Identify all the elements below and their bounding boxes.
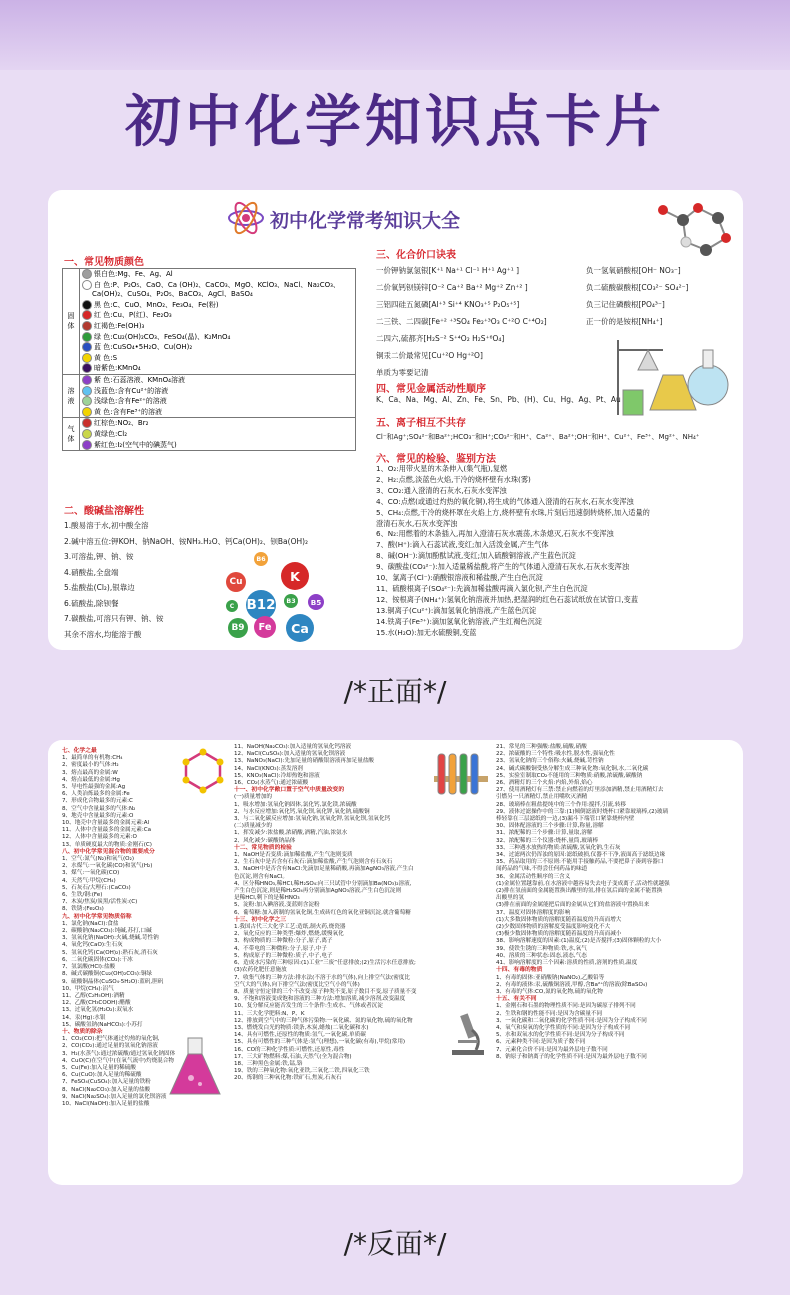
back-section-title: 十三、初中化学之三: [234, 916, 287, 923]
color-item: [82, 396, 353, 407]
back-item: 16、CO₂(水蒸气):通过浓硫酸: [234, 780, 309, 787]
back-item: 1、吸水增加:氢氧化钠固体,氯化钙,氯化镁,浓硫酸: [234, 801, 357, 808]
test-tubes-icon: [432, 748, 490, 800]
benzene-icon: [180, 748, 226, 794]
gas-colors: [80, 418, 356, 451]
back-item: 13、NaNO₃(NaCl):先加足量的硝酸银溶液再加足量盐酸: [234, 758, 374, 765]
back-item: 5、淀粉:加入碘溶液,变蓝则含淀粉: [234, 902, 320, 909]
back-item: 9、地壳中含量最多的元素:O: [62, 812, 134, 819]
front-heading: 初中化学常考知识大全: [270, 210, 461, 232]
back-item: 11、乙醇(C₂H₅OH):酒精: [62, 992, 125, 999]
back-item: 10、NaCl(NaOH):加入足量的盐酸: [62, 1100, 150, 1107]
back-item: 7、木炭/焦炭/炭黑/活性炭:(C): [62, 899, 138, 906]
valence-item: 二价氧钙钡镁锌[O⁻² Ca⁺² Ba⁺² Mg⁺² Zn⁺² ]: [376, 283, 528, 292]
valence-right: [586, 262, 736, 330]
back-item: 9、NaCl(Na₂SO₄):加入足量的氯化钡溶液: [62, 1093, 167, 1100]
back-item: 37、温度对固体溶解度的影响: [496, 909, 571, 916]
back-item: 4、区分稀HNO₃,稀HCl,稀H₂SO₄:向三只试管中分别滴加Ba(NO₃)₂溶液,: [234, 880, 412, 887]
color-item: [82, 321, 353, 332]
solubility-item: 4.硝酸盐,全盘端: [64, 567, 119, 577]
color-item-text: 黄绿色:Cl₂: [94, 429, 127, 438]
valence-item: 负二硫酸碳酸根[CO₃²⁻ SO₄²⁻]: [586, 283, 689, 292]
color-swatch: [82, 342, 92, 352]
page-title: 初中化学知识点卡片: [125, 90, 665, 155]
valence-item: 三铝四硅五氮磷[Al⁺³ Si⁺⁴ KNO₃⁺⁵ P₂O₅⁺⁵]: [376, 300, 520, 309]
back-item: 7、FeSO₄(CuSO₄):加入足量的铁粉: [62, 1079, 151, 1086]
color-item-text: 紫 色:石蕊溶液、KMnO₄溶液: [94, 375, 185, 384]
solubility-item: 5.盐酸盐(Cl₂),银靠边: [64, 583, 135, 592]
color-item: [82, 342, 353, 353]
back-item: 1、CO₂(CO):把气体通过灼热的氧化铜,: [62, 1036, 160, 1043]
gas-label: 气体: [63, 418, 80, 451]
color-item: [82, 429, 353, 440]
back-item: 16、CO的三种化学性质:可燃性,还原性,毒性: [234, 1046, 345, 1053]
back-item: 9、硫酸铜晶体(CuSO₄·5H₂O):蓝矾,胆矾: [62, 978, 164, 985]
color-item-text: 红褐色:Fe(OH)₃: [94, 321, 145, 330]
color-item: [82, 332, 353, 343]
back-card: [48, 740, 743, 1185]
test-item: 2、H₂:点燃,淡蓝色火焰,干冷的烧杯壁有水珠(雾): [376, 474, 531, 484]
back-item: 5、构成原子的三种微粒:质子,中子,电子: [234, 952, 333, 959]
back-item: 14、NaCl(KNO₃):蒸发溶剂: [234, 765, 303, 772]
back-item: 15、具有可燃性的三种气体是:氢气(理想),一氧化碳(有毒),甲烷(常用): [234, 1039, 406, 1046]
atom-icon: [226, 198, 266, 238]
color-swatch: [82, 429, 92, 439]
back-item: 4、不带电的三种微粒:分子,原子,中子: [234, 945, 327, 952]
back-item: 1、NaOH是否变质:滴加稀盐酸,产生气泡则变质: [234, 852, 353, 859]
back-item: 13、过氧化氢(H₂O₂):双氧水: [62, 1007, 134, 1014]
section-solubility-title: 二、酸碱盐溶解性: [64, 506, 144, 517]
test-item: 10、氯离子(Cl⁻):硝酸银溶液和稀盐酸,产生白色沉淀: [376, 573, 543, 583]
valence-item: 一价钾钠氯氢银[K⁺¹ Na⁺¹ Cl⁻¹ H⁺¹ Ag⁺¹ ]: [376, 266, 520, 275]
vitamin-bubble: B12: [246, 590, 276, 620]
vitamin-bubble: Ca: [286, 614, 314, 642]
back-item: (一)质量增加的: [234, 794, 272, 801]
valence-left: [376, 262, 586, 381]
back-item: 1、有毒的固体:亚硝酸钠(NaNO₂),乙酸铅等: [496, 974, 605, 981]
vitamin-bubble: Cu: [226, 572, 246, 592]
back-section-title: 十五、有关不同: [496, 996, 537, 1003]
color-swatch: [82, 269, 92, 279]
color-item-text: 银白色:Mg、Fe、Ag、Al: [94, 270, 173, 278]
back-item: 6、造成水污染的三种原因:(1)工业“三废”任意排放;(2)生活污水任意排放;: [234, 960, 416, 967]
back-item: 7、元素化合价不同:是因为最外层电子数不同: [496, 1046, 608, 1053]
color-item-text: 黄 色:S: [94, 353, 118, 362]
back-item: 3、构成物质的三种微粒:分子,原子,离子: [234, 938, 333, 945]
color-swatch: [82, 396, 92, 406]
back-item: 5、石灰石/大理石:(CaCO₃): [62, 884, 131, 891]
colors-table: [62, 268, 356, 451]
back-item: 2、碳酸钠(Na₂CO₃):纯碱,苏打,口碱: [62, 928, 152, 935]
back-column-3: [496, 744, 736, 1061]
back-item: 40、溶质的三种状态:固态,液态,气态: [496, 952, 587, 959]
test-item: 3、CO₂:通入澄清的石灰水,石灰水变浑浊: [376, 485, 507, 495]
back-item: 色沉淀,则含有NaCl。: [234, 873, 289, 880]
back-item: 4、氧气和臭氧的化学性质的不同:是因为分子构成不同: [496, 1024, 631, 1031]
back-item: 2、CO(CO₂):通过足量的氢氧化钠溶液: [62, 1043, 158, 1050]
back-item: 3、NaOH中是否含有NaCl:先滴加足量稀硝酸,再滴加AgNO₃溶液,产生白: [234, 866, 414, 873]
back-item: 4、熔点最低的金属:Hg: [62, 776, 120, 783]
valence-item: 单质为零要记清: [376, 368, 429, 377]
back-item: 2、生石灰中是否含有石灰石:滴加稀盐酸,产生气泡则含有石灰石: [234, 859, 393, 866]
back-item: (1)大多数固体物质的溶解度随着温度的升高而增大: [496, 916, 622, 923]
color-swatch: [82, 386, 92, 396]
color-item: [82, 363, 353, 374]
back-item: 36、金属活动性顺序的三含义: [496, 873, 571, 880]
back-item: 6、生铁/钢:(Fe): [62, 892, 103, 899]
back-item: 2、密度最小的气体:H₂: [62, 762, 119, 769]
color-swatch: [82, 332, 92, 342]
back-item: 6、人类冶炼最多的金属:Fe: [62, 791, 130, 798]
color-item: [82, 300, 353, 311]
back-item: 3、熔点最高的金属:W: [62, 769, 118, 776]
back-item: 39、使铁生锈的三种物质:铁,水,氧气: [496, 945, 587, 952]
solubility-item: 2.碱中溶五位:钾KOH、钠NaOH、铵NH₃.H₂O、钙Ca(OH)₂、钡Ba(OH)₂: [64, 536, 309, 546]
back-item: 41、影响溶解度的三个因素:溶质的性质,溶剂的性质,温度: [496, 960, 638, 967]
back-item: 空气大的气体),向下排空气法(密度比空气小的气体): [234, 981, 360, 988]
color-item: [82, 375, 353, 386]
vitamin-bubble: B3: [284, 594, 298, 608]
back-item: 13、单质硬度最大的物质:金刚石(C): [62, 841, 152, 848]
back-item: 2、氧化反应的三种类型:爆炸,燃烧,缓慢氧化: [234, 931, 344, 938]
back-section-title: 九、初中化学常见物质俗称: [62, 913, 132, 920]
flask-icon: [166, 1036, 224, 1098]
back-item: 3、氢氧化钠(NaOH):火碱,烧碱,苛性钠: [62, 935, 159, 942]
color-item: [82, 353, 353, 364]
back-item: 3、与二氧化碳反应增加:氢氧化钠,氢氧化钾,氢氧化钡,氢氧化钙: [234, 816, 391, 823]
back-item: 21、常见的三种强酸:盐酸,硫酸,硝酸: [496, 744, 587, 750]
color-item-text: 浅绿色:含有Fe²⁺的溶液: [94, 397, 167, 406]
test-item: 12、铵根离子(NH₄⁺):氢氧化钠溶液并加热,把湿润的红色石蕊试纸放在试管口,变蓝: [376, 594, 639, 604]
solubility-item: 7.碳酸盐,可溶只有钾、钠、铵: [64, 614, 164, 623]
back-item: 6、元素种类不同:是因为质子数不同: [496, 1039, 586, 1046]
valence-item: 二三铁、二四碳[Fe⁺² ⁺³SO₄ Fe₂⁺³O₃ C⁺²O C⁺⁴O₂]: [376, 317, 547, 326]
back-section-title: 十、物质的除杂: [62, 1028, 103, 1035]
solid-colors: [80, 269, 356, 375]
vitamin-bubble: B6: [254, 552, 268, 566]
back-item: 27、使用酒精灯有三禁:禁止向燃着的灯里添加酒精,禁止用酒精灯去: [496, 787, 664, 794]
color-item-text: 暗紫色:KMnO₄: [94, 364, 141, 373]
section-tests-title: 六、常见的检验、鉴别方法: [376, 454, 496, 465]
back-item: 5、导电性最强的金属:Ag: [62, 784, 126, 791]
top-band: [0, 0, 790, 70]
test-item: 5、CH₄:点燃,干冷的烧杯罩在火焰上方,烧杯壁有水珠,片刻后迅速倒转烧杯,加入适量的: [376, 507, 650, 517]
back-item: 35、药品取用的三不原则:不能用手接触药品,不要把鼻子凑到容器口: [496, 859, 664, 866]
valence-item: 负三记住磷酸根[PO₄³⁻]: [586, 300, 665, 309]
back-item: 产生白色沉淀,则是稀H₂SO₄再分别滴加AgNO₃溶液,产生白色沉淀则: [234, 888, 402, 895]
color-item: [82, 386, 353, 397]
color-item-text: 黑 色:C、CuO、MnO₂、Fe₃O₄、Fe(粉): [94, 300, 219, 309]
back-item: (3)农药化肥任意施放: [234, 967, 287, 974]
color-item-text: 蓝 色:CuSO₄•5H₂O、Cu(OH)₂: [94, 343, 193, 352]
back-item: 10、地壳中含量最多的金属元素:Al: [62, 820, 150, 827]
color-item: [82, 407, 353, 418]
back-item: 28、玻璃棒在粗盐提纯中的三个作用:搅拌,引流,转移: [496, 801, 627, 808]
test-item: 14.铁离子(Fe³⁺):滴加氢氧化钠溶液,产生红褐色沉淀: [376, 616, 542, 626]
back-item: 2、风化减少:碳酸钠晶体: [234, 837, 296, 844]
back-item: 出酸里的氢: [496, 895, 524, 902]
lab-apparatus-icon: [608, 330, 738, 420]
back-item: 8、钠原子和钠离子的化学性质不同:是因为最外层电子数不同: [496, 1053, 647, 1060]
test-item: 4、CO:点燃(或通过灼热的氧化铜),将生成的气体通入澄清的石灰水,石灰水变浑浊: [376, 496, 634, 506]
back-item: 11、人体中含量最多的金属元素:Ca: [62, 827, 152, 834]
vitamin-bubble: B5: [308, 594, 324, 610]
back-item: (3)极少数固体物质的溶解度随着温度的升高而减小: [496, 931, 622, 938]
color-item-text: Ca(OH)₂、CuSO₄、P₂O₅、BaCO₃、AgCl、BaSO₄: [92, 290, 253, 299]
vitamin-bubble: Fe: [254, 616, 276, 638]
back-item: 7、氢氯酸(HCl):盐酸: [62, 964, 116, 971]
back-item: 15、碳酸氢钠(NaHCO₃):小苏打: [62, 1021, 143, 1028]
back-item: 5、水和双氧水的化学性质不同:是因为分子构成不同: [496, 1032, 625, 1039]
test-item: 6、N₂:用燃着的木条插入,再加入澄清石灰水震荡,木条熄灭,石灰水不变浑浊: [376, 529, 614, 539]
test-item: 7、酸(H⁺):滴入石蕊试液,变红;加入活泼金属,产生气体: [376, 540, 549, 550]
color-swatch: [82, 375, 92, 385]
back-item: 18、三种黑色金属:铁,锰,铬: [234, 1060, 303, 1067]
color-item: [82, 290, 353, 300]
back-section-title: 十一、初中化学敞口置于空气中质量改变的: [234, 787, 345, 794]
back-item: 1、挥发减少:浓盐酸,浓硝酸,酒精,汽油,浓氨水: [234, 830, 348, 837]
back-item: 2、与水反应增加:氧化钙,氧化钡,氧化钾,氧化钠,硫酸铜: [234, 808, 370, 815]
back-item: 1、空气:氮气(N₂)和氧气(O₂): [62, 856, 134, 863]
test-item: 澄清石灰水,石灰水变浑浊: [376, 518, 458, 528]
back-label: /*反面*/: [343, 1227, 447, 1260]
back-item: 引燃另一只酒精灯,禁止用嘴吹灭酒精: [496, 794, 588, 801]
test-item: 9、碳酸盐(CO₃²⁻):加入适量稀盐酸,将产生的气体通入澄清石灰水,石灰水变浑浊: [376, 562, 630, 572]
back-item: 2、有毒的液体:汞,硫酸铜溶液,甲醇,含Ba²⁺的溶液(除BaSO₄): [496, 981, 648, 988]
solubility-item: 1.酸易溶于水,初中酸全溶: [64, 521, 149, 530]
back-item: 13、燃烧发白光的物质:镁条,木炭,蜡烛(二氧化碳和水): [234, 1024, 369, 1031]
back-item: 20、炼钢的三种氧化物:铁矿石,焦炭,石灰石: [234, 1075, 342, 1082]
color-item-text: 绿 色:Cu₂(OH)₂CO₃、FeSO₄(晶)、K₂MnO₄: [94, 332, 231, 341]
color-item: [82, 418, 353, 429]
color-swatch: [82, 363, 92, 373]
back-item: 23、氢氧化钠的三个俗称:火碱,烧碱,苛性钠: [496, 758, 604, 765]
color-swatch: [82, 280, 92, 290]
section-activity-title: 四、常见金属活动性顺序: [376, 384, 486, 395]
activity-series: K、Ca、Na、Mg、Al、Zn、Fe、Sn、Pb、(H)、Cu、Hg、Ag、Pt、Au: [376, 395, 621, 404]
color-item: [82, 269, 353, 280]
solubility-item: 其余不溶水,均能溶于酸: [64, 629, 142, 639]
section-colors-title: 一、常见物质颜色: [64, 257, 144, 268]
back-item: 14、汞(Hg):水银: [62, 1014, 106, 1021]
color-item-text: 红棕色:NO₂、Br₂: [94, 419, 149, 428]
color-swatch: [82, 418, 92, 428]
back-item: 2、水煤气:一氧化碳(CO)和氢气(H₂): [62, 863, 153, 870]
back-item: 7、收集气体的三种方法:排水法(不溶于水的气体),向上排空气法(密度比: [234, 974, 410, 981]
back-item: 1、最简单的有机物:CH₄: [62, 755, 123, 762]
back-item: 22、浓硫酸的三个特性:吸水性,脱水性,强氧化性: [496, 751, 615, 758]
back-item: 是稀HCl,剩下的是稀HNO₃: [234, 895, 300, 902]
tests-list: [376, 464, 738, 639]
back-item: (3)排在前面的金属能把后面的金属从它们的盐溶液中置换出来: [496, 902, 650, 909]
back-item: 5、Cu(Fe):加入足量的稀硫酸: [62, 1064, 136, 1071]
back-item: 6、葡萄糖:加入新制的氢氧化铜,生成砖红色的氧化亚铜沉淀,就含葡萄糖: [234, 909, 411, 916]
back-item: 10、复分解反应能否发生的三个条件:生成水、气体或者沉淀: [234, 1003, 383, 1010]
front-card: [48, 190, 743, 650]
back-item: 32、浓配稀的三个仪器:烧杯,量筒,玻璃棒: [496, 837, 599, 844]
vitamin-bubble: C: [226, 600, 238, 612]
back-item: 31、浓配稀的三个步骤:计算,量取,溶解: [496, 830, 593, 837]
back-item: 29、液体过滤操作中的三靠:(1)倾倒滤液时烧杯口紧靠玻璃棒,(2)玻璃: [496, 808, 669, 815]
back-item: 26、酒精灯的三个火焰:内焰,外焰,焰心: [496, 780, 593, 787]
back-item: 6、Cu(CuO):加入足量的稀硫酸: [62, 1072, 142, 1079]
back-item: 8、空气中含量最多的气体:N₂: [62, 805, 136, 812]
front-label: /*正面*/: [343, 675, 447, 708]
back-item: 5、氢氧化钙(Ca(OH)₂):熟石灰,消石灰: [62, 949, 158, 956]
back-item: 11、三大化学肥料:N、P、K: [234, 1010, 305, 1017]
back-item: 12、乙酸(CH₃COOH):醋酸: [62, 1000, 131, 1007]
back-item: 8、质量守恒定律的三个不改变:原子种类不变,原子数目不变,原子质量不变: [234, 988, 417, 995]
color-item-text: 黄 色:含有Fe³⁺的溶液: [94, 407, 163, 416]
valence-item: 二四六,硫都齐[H₂S⁻² S⁺⁴O₂ H₂S⁺⁶O₄]: [376, 334, 505, 343]
back-item: 1、金刚石和石墨的物理性质不同:是因为碳原子排列不同: [496, 1003, 636, 1010]
back-item: 17、三大矿物燃料:煤,石油,天然气(全为混合物): [234, 1053, 352, 1060]
color-swatch: [82, 440, 92, 450]
back-item: 闻药品的气味,不得尝任何药品的味道: [496, 866, 588, 873]
back-item: 15、KNO₃(NaCl):冷却热饱和溶液: [234, 772, 320, 779]
back-section-title: 七、化学之最: [62, 748, 97, 754]
back-item: 3、煤气:一氧化碳(CO): [62, 870, 120, 877]
test-item: 1、O₂:用带火星的木条伸入(集气瓶),复燃: [376, 464, 508, 473]
color-swatch: [82, 300, 92, 310]
valence-item: 铜汞二价最常见[Cu⁺²O Hg⁺²O]: [376, 351, 483, 360]
color-item-text: 红 色:Cu、P(红)、Fe₂O₃: [94, 311, 172, 320]
back-item: (2)少数固体物质的溶解度受温度影响变化不大: [496, 924, 611, 931]
microscope-icon: [448, 1010, 488, 1056]
back-section-title: 十四、有毒的物质: [496, 967, 543, 974]
molecule-icon: [648, 190, 738, 265]
back-item: 8、碱式碳酸铜(Cu₂(OH)₂CO₃):铜绿: [62, 971, 153, 978]
color-item-text: 浅蓝色:含有Cu²⁺的溶液: [94, 386, 169, 395]
color-item-text: 紫红色:I₂(空气中的碘蒸气): [94, 440, 177, 449]
liquid-label: 溶液: [63, 374, 80, 417]
back-item: 8、铁锈:(Fe₂O₃): [62, 906, 104, 913]
color-swatch: [82, 407, 92, 417]
color-item: [82, 440, 353, 451]
back-section-title: 十二、常见物质的检验: [234, 844, 292, 851]
back-item: (1)金属位置越靠前,在水溶液中越容易失去电子变成离子,活动性就越强: [496, 880, 670, 887]
back-item: 4、氧化钙(CaO):生石灰: [62, 942, 123, 949]
ions-coexist: Cl⁻和Ag⁺;SO₄²⁻和Ba²⁺;HCO₃⁻和H⁺;CO₃²⁻和H⁺、Ca²⁺、Ba²⁺;OH⁻和H⁺、Cu²⁺、Fe³⁺、Mg²⁺、NH₄⁺: [376, 433, 700, 441]
back-item: 38、影响溶解速度的因素:(1)温度;(2)是否搅拌;(3)固体颗粒的大小: [496, 938, 662, 945]
color-item: [82, 280, 353, 291]
back-item: 2、生铁和钢的性能不同:是因为含碳量不同: [496, 1010, 603, 1017]
back-item: 24、碱式碳酸铜受热分解生成三种氧化物:氧化铜,水,二氧化碳: [496, 765, 649, 772]
back-item: 1.我国古代三大化学工艺:造纸,制火药,烧瓷器: [234, 924, 346, 931]
back-item: 9、不饱和溶液变成饱和溶液的三种方法:增加溶质,减少溶剂,改变温度: [234, 996, 406, 1003]
back-item: 棒轻靠在三层滤纸的一边,(3)漏斗下端管口紧靠烧杯内壁: [496, 816, 635, 823]
back-item: 3、H₂(水蒸气):通过浓硫酸/通过氢氧化钠固体: [62, 1050, 176, 1057]
test-item: 13.铜离子(Cu²⁺):滴加氢氧化钠溶液,产生蓝色沉淀: [376, 605, 537, 615]
vitamin-bubble: K: [281, 562, 309, 590]
back-item: 6、二氧化碳固体(CO₂):干冰: [62, 956, 133, 963]
liquid-colors: [80, 374, 356, 417]
vitamin-bubbles: [226, 552, 356, 642]
color-swatch: [82, 310, 92, 320]
back-item: 34、过滤两次仍浑浊的原因:滤纸破损,仪器不干净,液面高于滤纸边缘: [496, 852, 666, 859]
solubility-item: 3.可溶盐,钾、钠、铵: [64, 552, 134, 561]
back-item: 12、NaCl(CuSO₄):加入适量的氢氧化钡溶液: [234, 751, 346, 758]
color-item: [82, 310, 353, 321]
section-ions-title: 五、离子相互不共存: [376, 418, 466, 429]
color-item-text: 白 色:P、P₂O₅、CaO、Ca (OH)₂、CaCO₃、MgO、KClO₃、NaCl、Na₂CO₃、: [94, 280, 340, 289]
color-swatch: [82, 321, 92, 331]
back-item: 19、铁的三种氧化物:氧化亚铁,三氧化二铁,四氧化三铁: [234, 1068, 370, 1075]
back-item: 12、排放到空气中的三种气体污染物:一氧化碳、氮的氧化物,硫的氧化物: [234, 1017, 413, 1024]
back-item: 11、NaOH(Na₂CO₃):加入适量的氢氧化钙溶液: [234, 744, 352, 750]
back-item: 3、一氧化碳和二氧化碳的化学性质不同:是因为分子构成不同: [496, 1017, 647, 1024]
back-item: 3、有毒的气体:CO,氮的氧化物,硫的氧化物: [496, 988, 603, 995]
back-item: 10、甲烷(CH₄):沼气: [62, 985, 114, 992]
section-valence-title: 三、化合价口诀表: [376, 250, 456, 261]
back-item: 7、形成化合物最多的元素:C: [62, 798, 133, 805]
back-item: (二)质量减少的: [234, 823, 272, 830]
back-item: 12、人体中含量最多的元素:O: [62, 834, 137, 841]
solid-label: 固体: [63, 269, 80, 375]
color-swatch: [82, 353, 92, 363]
test-item: 8、碱(OH⁻):滴加酚酞试液,变红;加入硫酸铜溶液,产生蓝色沉淀: [376, 551, 576, 561]
valence-item: 负一氢氧硝酸根[OH⁻ NO₃⁻]: [586, 266, 681, 275]
back-item: (2)排在氢前面的金属能置换出酸里的氢,排在氢后面的金属不能置换: [496, 888, 663, 895]
back-item: 4、CuO(C)在空气中(在氧气流中)灼烧混合物: [62, 1057, 174, 1064]
test-item: 11、硫酸根离子(SO₄²⁻):先滴加稀盐酸再滴入氯化钡,产生白色沉淀: [376, 583, 588, 593]
back-item: 33、三种遇水放热的物质:浓硫酸,氢氧化钠,生石灰: [496, 844, 621, 851]
back-item: 30、固体配溶液的三个步骤:计算,称量,溶解: [496, 823, 604, 830]
solubility-item: 6.硫酸盐,除钡餐: [64, 598, 119, 608]
test-item: 15.水(H₂O):加无水硫酸铜,变蓝: [376, 627, 477, 637]
back-item: 4、天然气:甲烷(CH₄): [62, 877, 116, 884]
back-item: 1、氯化钠(NaCl):食盐: [62, 920, 119, 927]
back-section-title: 八、初中化学常见混合物的重要成分: [62, 848, 155, 855]
back-item: 14、具有可燃性,还原性的物质:氢气,一氧化碳,单质碳: [234, 1032, 366, 1039]
back-item: 8、NaCl(Na₂CO₃):加入足量的盐酸: [62, 1086, 151, 1093]
back-item: 25、实验室制取CO₂不能用的三种物质:硝酸,浓硫酸,碳酸钠: [496, 772, 643, 779]
vitamin-bubble: B9: [228, 618, 248, 638]
valence-item: 正一价的是铵根[NH₄⁺]: [586, 317, 663, 326]
